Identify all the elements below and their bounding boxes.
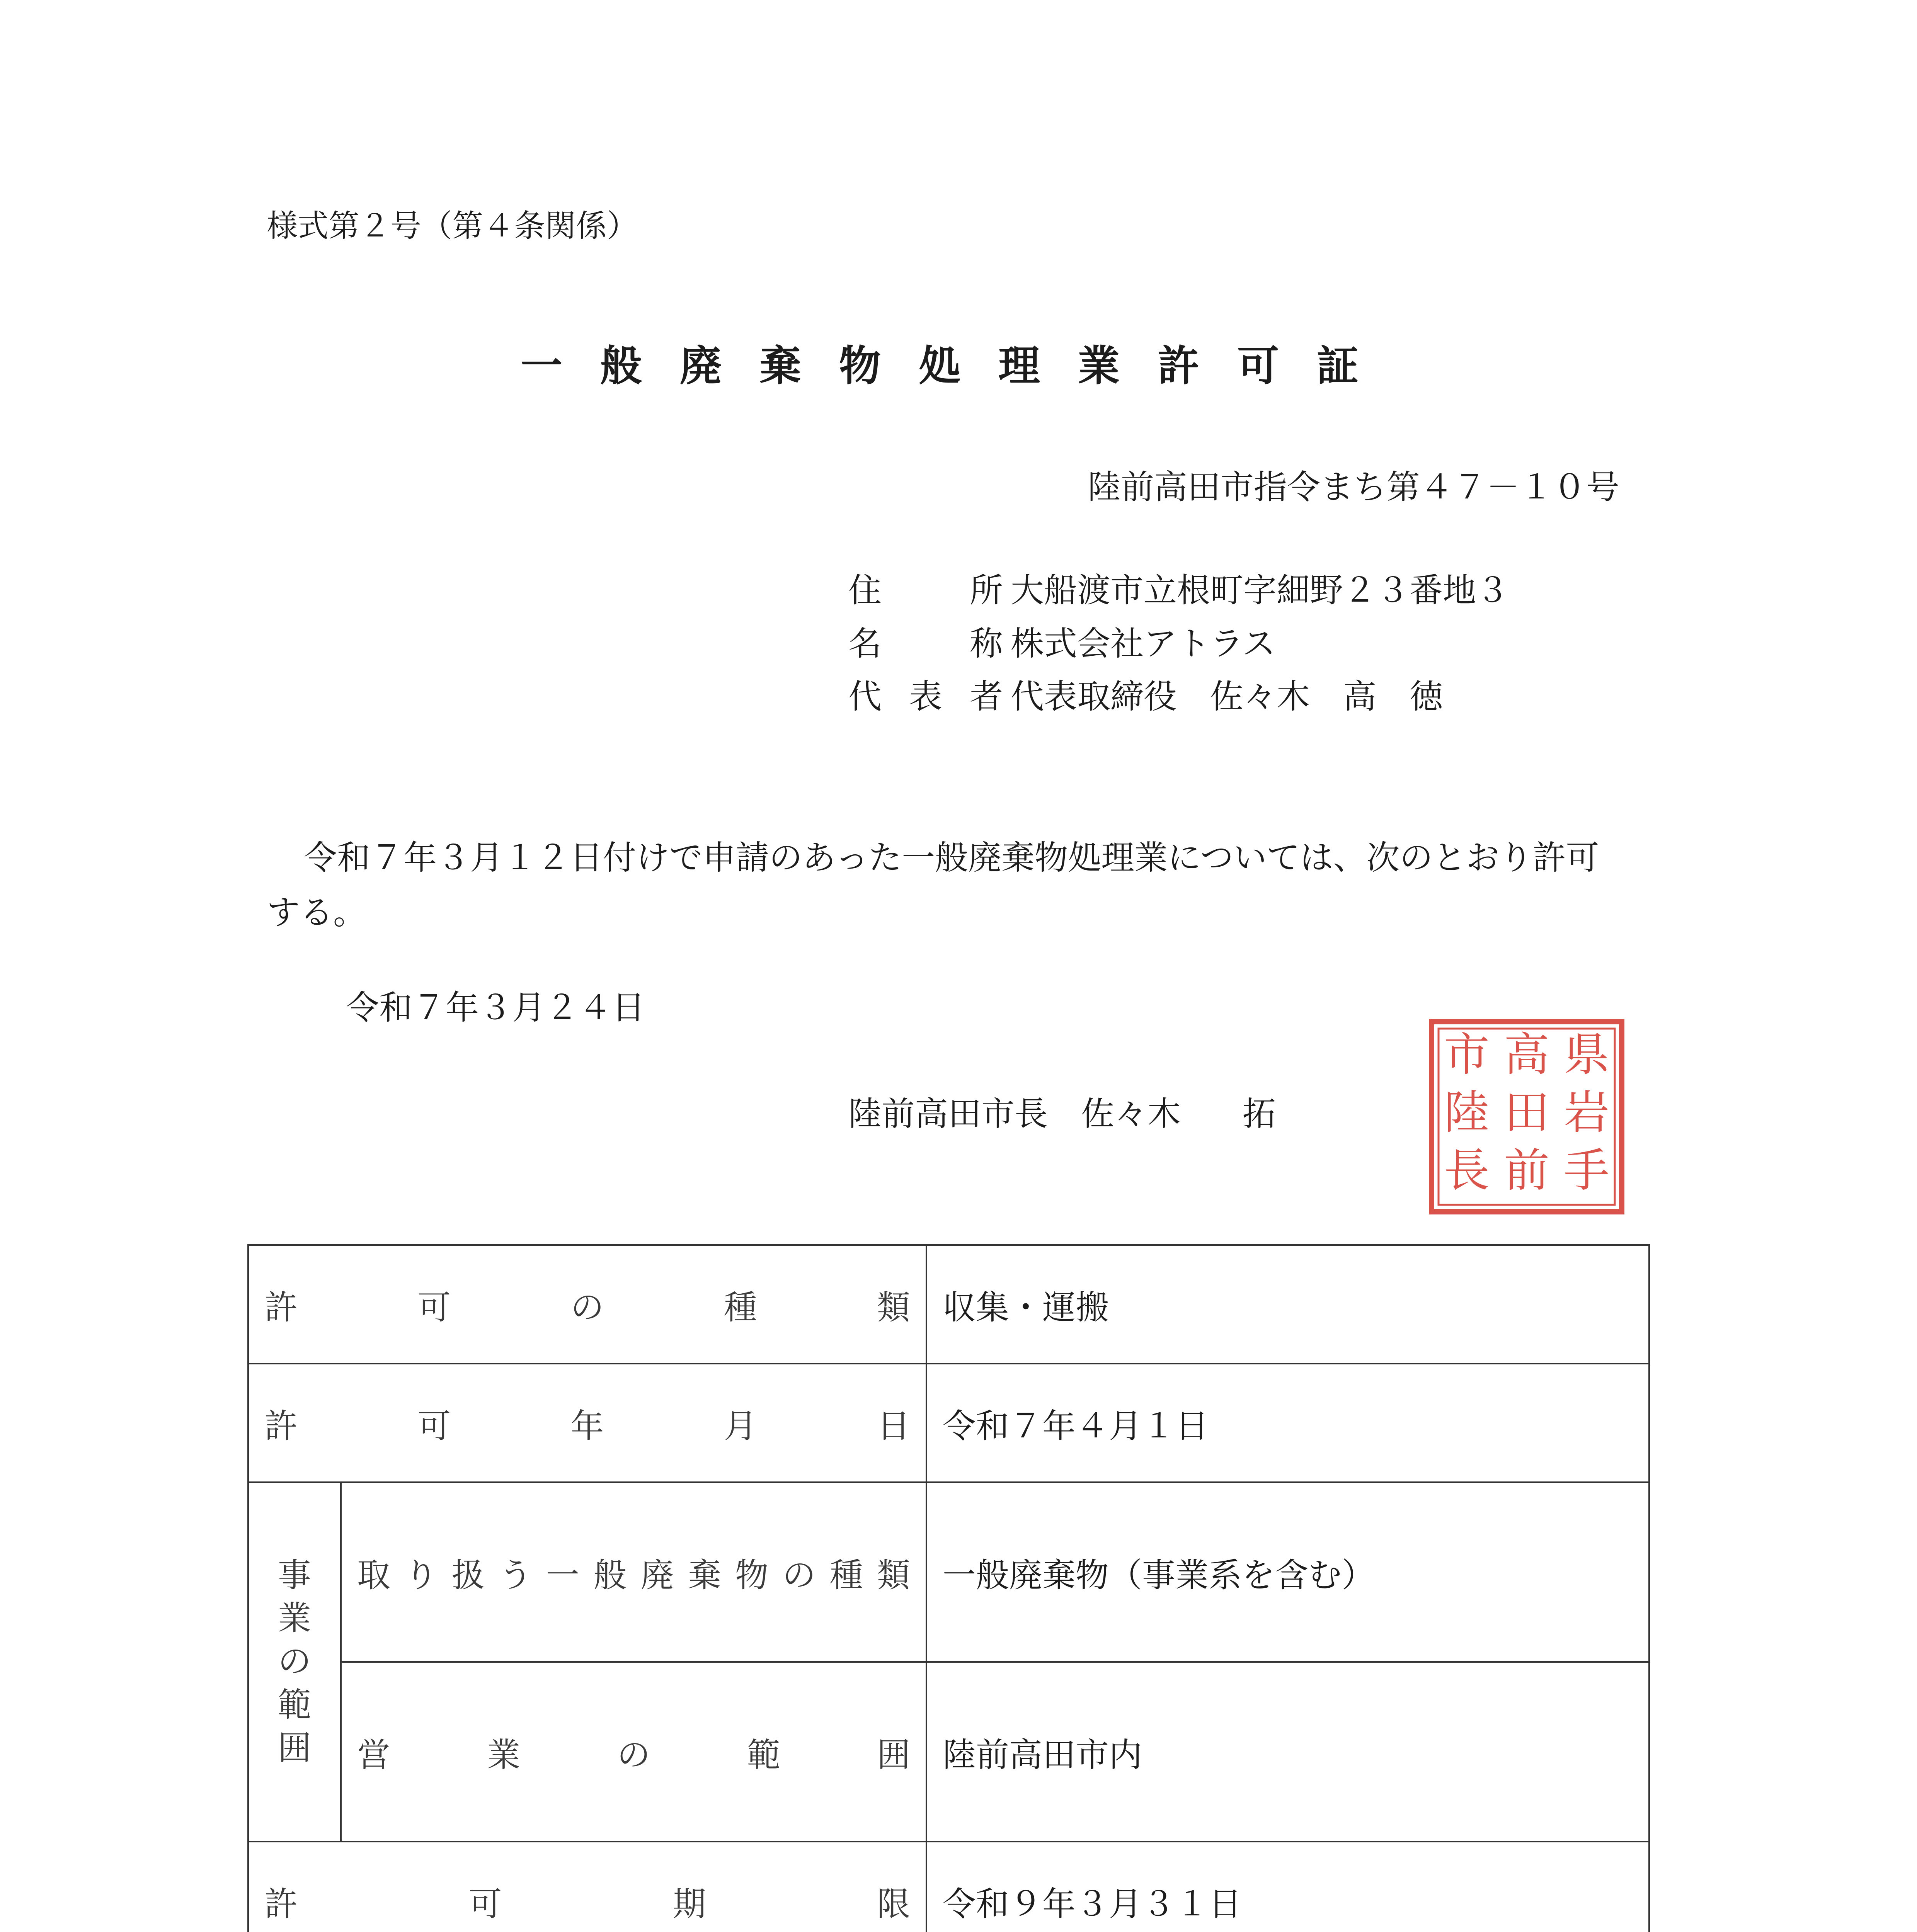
scope-char: の bbox=[278, 1642, 311, 1681]
form-label: 様式第２号（第４条関係） bbox=[267, 208, 638, 244]
order-number: 陸前高田市指令まち第４７－１０号 bbox=[1088, 468, 1619, 507]
address-label: 住所 bbox=[848, 571, 1003, 610]
permit-type-label: 許可の種類 bbox=[248, 1245, 926, 1364]
body-text: 令和７年３月１２日付けで申請のあった一般廃棄物処理業については、次のとおり許可する。 bbox=[267, 838, 1599, 932]
permit-table bbox=[247, 1244, 1650, 1932]
permit-period-value: 令和９年３月３１日 bbox=[926, 1842, 1649, 1932]
table-row bbox=[248, 1364, 1649, 1482]
seal-char: 長 bbox=[1444, 1144, 1490, 1197]
seal-char: 岩 bbox=[1563, 1086, 1610, 1139]
representative-label: 代表者 bbox=[848, 677, 1003, 716]
permit-date-value: 令和７年４月１日 bbox=[926, 1364, 1649, 1482]
seal-char: 手 bbox=[1563, 1144, 1610, 1197]
issuer-name: 拓 bbox=[1243, 1095, 1276, 1133]
seal-char: 田 bbox=[1503, 1086, 1550, 1139]
business-scope-label bbox=[248, 1482, 341, 1842]
applicant-name-row bbox=[848, 624, 1276, 663]
table-row bbox=[248, 1482, 1649, 1662]
seal-char: 市 bbox=[1444, 1028, 1490, 1081]
scope-char: 囲 bbox=[278, 1728, 311, 1767]
waste-type-label: 取り扱う一般廃棄物の種類 bbox=[341, 1482, 926, 1662]
permit-period-label: 許可期限 bbox=[248, 1842, 926, 1932]
seal-char: 県 bbox=[1563, 1028, 1610, 1081]
business-area-label: 営業の範囲 bbox=[341, 1662, 926, 1842]
business-area-value: 陸前高田市内 bbox=[926, 1662, 1649, 1842]
table-row bbox=[248, 1245, 1649, 1364]
seal-char: 前 bbox=[1503, 1144, 1550, 1197]
applicant-representative-row bbox=[848, 677, 1443, 716]
scope-char: 範 bbox=[278, 1685, 311, 1724]
scope-char: 事 bbox=[278, 1556, 311, 1595]
official-seal bbox=[1426, 1016, 1627, 1217]
issuer-title: 陸前高田市長 佐々木 bbox=[848, 1095, 1181, 1133]
issuer-line bbox=[848, 1097, 1276, 1131]
table-row bbox=[248, 1662, 1649, 1842]
permit-type-value: 収集・運搬 bbox=[926, 1245, 1649, 1364]
seal-char: 陸 bbox=[1444, 1086, 1490, 1139]
seal-char: 高 bbox=[1503, 1028, 1550, 1081]
applicant-address-row bbox=[848, 571, 1509, 610]
issue-date: 令和７年３月２４日 bbox=[346, 988, 645, 1027]
name-label: 名称 bbox=[848, 624, 1003, 663]
permit-date-label: 許可年月日 bbox=[248, 1364, 926, 1482]
address-value: 大船渡市立根町字細野２３番地３ bbox=[1011, 571, 1509, 610]
waste-type-value: 一般廃棄物（事業系を含む） bbox=[926, 1482, 1649, 1662]
representative-value: 代表取締役 佐々木 高 徳 bbox=[1011, 677, 1443, 716]
scope-char: 業 bbox=[278, 1599, 311, 1638]
name-value: 株式会社アトラス bbox=[1011, 624, 1276, 663]
table-row bbox=[248, 1842, 1649, 1932]
document-title: 一般廃棄物処理業許可証 bbox=[520, 342, 1396, 390]
